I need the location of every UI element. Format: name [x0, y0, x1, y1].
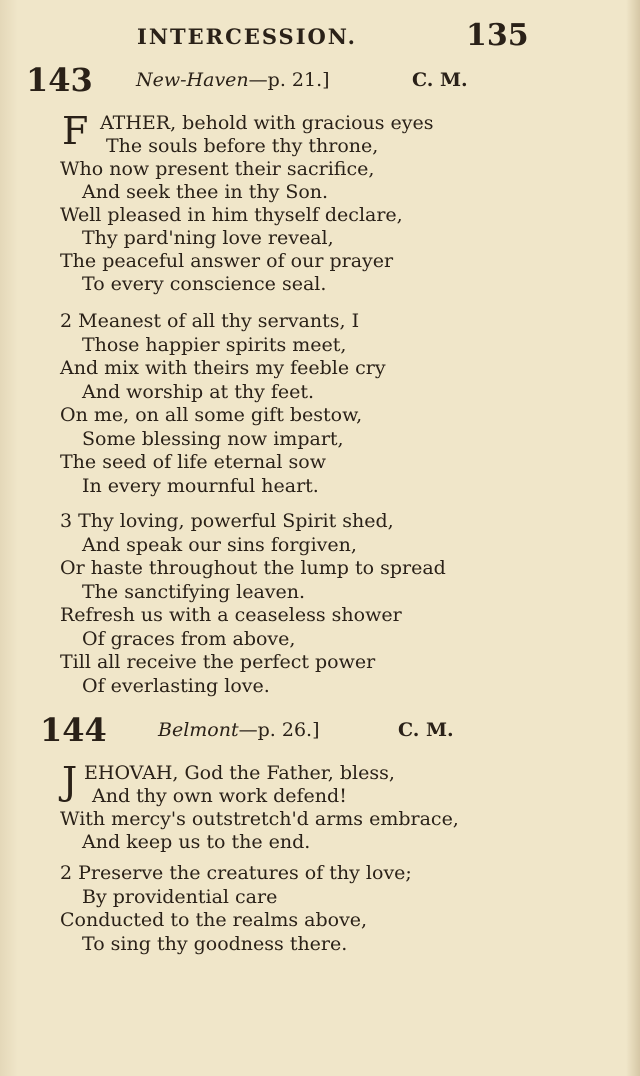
verse-line: Some blessing now impart,	[82, 428, 344, 450]
drop-cap: F	[62, 109, 89, 153]
verse-line: Of everlasting love.	[82, 675, 270, 697]
hymn-143-heading	[0, 62, 640, 98]
verse-line: Those happier spirits meet,	[82, 334, 347, 356]
verse-line: And thy own work defend!	[92, 785, 347, 807]
verse-line: With mercy's outstretch'd arms embrace,	[60, 808, 459, 830]
running-title: INTERCESSION.	[137, 24, 357, 49]
hymn-tune	[158, 718, 320, 742]
verse-line: And speak our sins forgiven,	[82, 534, 357, 556]
hymn-meter: C. M.	[412, 69, 468, 91]
verse-line: To every conscience seal.	[82, 273, 327, 295]
tune-page-ref: —p. 21.]	[248, 69, 330, 91]
verse-line: And seek thee in thy Son.	[82, 181, 329, 203]
running-head	[0, 18, 640, 52]
verse-line: 3 Thy loving, powerful Spirit shed,	[60, 510, 394, 532]
verse-line: In every mournful heart.	[82, 475, 319, 497]
verse-line: The seed of life eternal sow	[60, 451, 326, 473]
verse-line: ATHER, behold with gracious eyes	[100, 112, 434, 134]
hymn-meter: C. M.	[398, 719, 454, 741]
verse-line: 2 Preserve the creatures of thy love;	[60, 862, 412, 884]
verse-line: Till all receive the perfect power	[60, 651, 376, 673]
verse-line: Who now present their sacrifice,	[60, 158, 375, 180]
verse-line: To sing thy goodness there.	[82, 933, 348, 955]
verse-line: And mix with theirs my feeble cry	[60, 357, 386, 379]
drop-cap: J	[62, 759, 78, 803]
verse-line: Well pleased in him thyself declare,	[60, 204, 403, 226]
verse-line: Refresh us with a ceaseless shower	[60, 604, 402, 626]
verse-line: By providential care	[82, 886, 278, 908]
tune-page-ref: —p. 26.]	[238, 719, 320, 741]
hymn-tune	[136, 68, 330, 92]
verse-line: And worship at thy feet.	[82, 381, 315, 403]
tune-name: Belmont	[158, 719, 239, 741]
verse-line: And keep us to the end.	[82, 831, 311, 853]
verse-line: Of graces from above,	[82, 628, 296, 650]
verse-line: 2 Meanest of all thy servants, I	[60, 310, 360, 332]
tune-name: New-Haven	[136, 69, 249, 91]
verse-line: EHOVAH, God the Father, bless,	[84, 762, 395, 784]
verse-line: Conducted to the realms above,	[60, 909, 368, 931]
verse-line: The peaceful answer of our prayer	[60, 250, 394, 272]
hymn-number: 143	[26, 61, 93, 99]
verse-line: The souls before thy throne,	[106, 135, 379, 157]
verse-line: Thy pard'ning love reveal,	[82, 227, 334, 249]
verse-line: The sanctifying leaven.	[82, 581, 306, 603]
verse-line: Or haste throughout the lump to spread	[60, 557, 446, 579]
hymn-number: 144	[40, 711, 107, 749]
hymn-144-heading	[0, 712, 640, 748]
verse-line: On me, on all some gift bestow,	[60, 404, 363, 426]
page-number: 135	[466, 18, 529, 53]
